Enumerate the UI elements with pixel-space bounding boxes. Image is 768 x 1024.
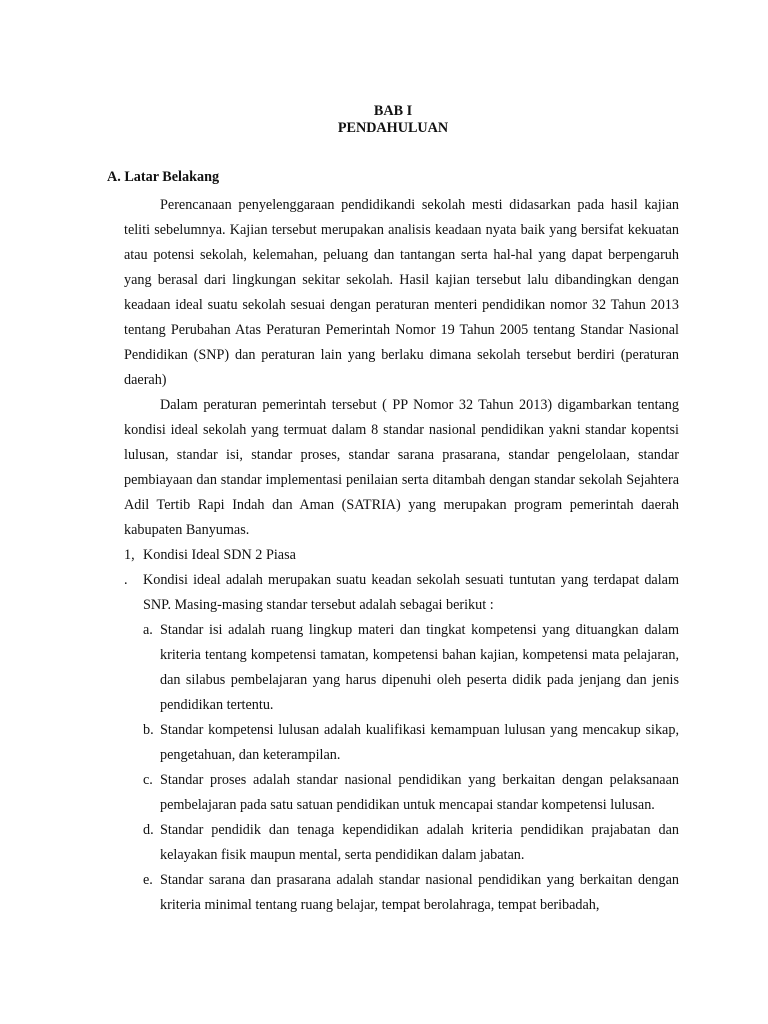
list-item-marker: d. [143,822,154,838]
list-item-marker: e. [143,872,153,888]
list-item-text: Standar kompetensi lulusan adalah kualifikasi kemampuan lulusan yang mencakup sikap, pengetahuan, dan keterampilan. [160,722,679,763]
paragraph-2: Dalam peraturan pemerintah tersebut ( PP Nomor 32 Tahun 2013) digambarkan tentang kondisi ideal sekolah yang termuat dalam 8 standar nasional pendidikan yakni standar kopentsi lulusan, standar isi, standar proses, standar sarana prasarana, standar pengelolaan, standar pembiayaan dan standar implementasi penilaian serta ditambah dengan standar sekolah Sejahtera Adil Tertib Rapi Indah dan Aman (SATRIA) yang merupakan program pemerintah daerah kabupaten Banyumas. [124,397,679,538]
list-item-marker: b. [143,722,154,738]
bullet-paragraph [124,568,679,618]
list-item-text: Standar isi adalah ruang lingkup materi dan tingkat kompetensi yang dituangkan dalam kriteria tentang kompetensi tamatan, kompetensi bahan kajian, kompetensi mata pelajaran, dan silabus pembelajaran yang harus dipenuhi oleh peserta didik pada jenjang dan jenis pendidikan tertentu. [160,622,679,713]
paragraph-1: Perencanaan penyelenggaraan pendidikandi sekolah mesti didasarkan pada hasil kajian teliti sebelumnya. Kajian tersebut merupakan analisis keadaan nyata baik yang bersifat kekuatan atau potensi sekolah, kelemahan, peluang dan tantangan serta hal-hal yang dapat berpengaruh yang berasal dari lingkungan sekitar sekolah. Hasil kajian tersebut lalu dibandingkan dengan keadaan ideal suatu sekolah sesuai dengan peraturan menteri pendidikan nomor 32 Tahun 2013 tentang Perubahan Atas Peraturan Pemerintah Nomor 19 Tahun 2005 tentang Standar Nasional Pendidikan (SNP) dan peraturan lain yang berlaku dimana sekolah tersebut berdiri (peraturan daerah) [124,197,679,388]
numbered-marker: 1, [124,547,135,563]
list-item [143,618,679,718]
list-item-text: Standar sarana dan prasarana adalah standar nasional pendidikan yang berkaitan dengan kriteria minimal tentang ruang belajar, tempat berolahraga, tempat beribadah, [160,872,679,913]
list-item [143,718,679,768]
list-item [143,868,679,918]
list-item-text: Standar pendidik dan tenaga kependidikan adalah kriteria pendidikan prajabatan dan kelayakan fisik maupun mental, serta pendidikan dalam jabatan. [160,822,679,863]
list-item-marker: c. [143,772,153,788]
list-item-text: Standar proses adalah standar nasional pendidikan yang berkaitan dengan pelaksanaan pembelajaran pada satu satuan pendidikan untuk mencapai standar kompetensi lulusan. [160,772,679,813]
list-item-marker: a. [143,622,153,638]
document-body [124,193,679,918]
section-heading: A. Latar Belakang [107,169,220,185]
chapter-title: PENDAHULUAN [337,120,449,136]
bullet-text: Kondisi ideal adalah merupakan suatu keadan sekolah sesuati tuntutan yang terdapat dalam SNP. Masing-masing standar tersebut adalah sebagai berikut : [143,572,679,613]
bullet-marker: . [124,572,128,588]
numbered-heading [124,543,679,568]
list-item [143,768,679,818]
chapter-number: BAB I [373,103,413,119]
list-item [143,818,679,868]
numbered-text: Kondisi Ideal SDN 2 Piasa [143,547,296,563]
